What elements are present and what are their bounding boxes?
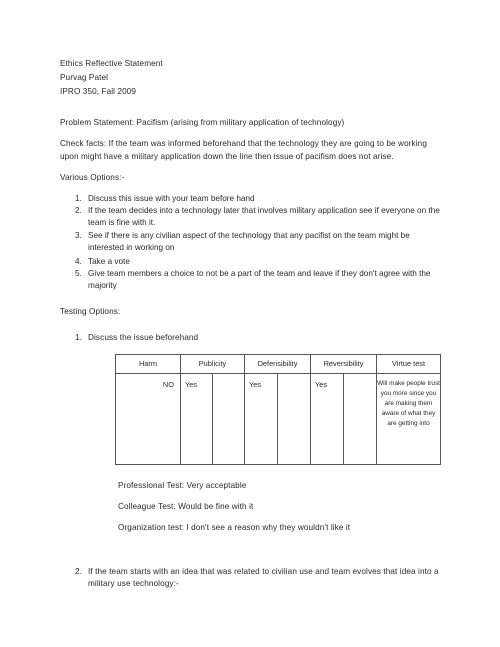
check-facts-line-1: Check facts: If the team was informed beforehand that the technology they are going to be working <box>60 139 427 148</box>
cell-defensibility: Yes <box>245 374 278 465</box>
author-name: Purvag Patel <box>60 73 109 82</box>
header-defensibility: Defensibility <box>245 355 311 374</box>
list-item-text: If the team starts with an idea that was related to civilian use and team evolves that idea into a military use technology:- <box>88 567 439 588</box>
document-title: Ethics Reflective Statement <box>60 59 163 68</box>
check-facts-line-2: upon might have a military application down the line then issue of pacifism does not arise. <box>60 152 394 161</box>
list-item-number: 1. <box>75 333 83 342</box>
list-item-text: Give team members a choice to not be a part of the team and leave if they don't agree with the majority <box>88 269 431 290</box>
list-item-number: 2. <box>75 206 82 215</box>
course-info: IPRO 350, Fall 2009 <box>60 87 137 96</box>
list-item-text: Take a vote <box>88 257 130 266</box>
cell-empty <box>344 374 377 465</box>
ethics-test-table <box>115 354 441 465</box>
table-row <box>116 374 441 465</box>
table-header-row <box>116 355 441 374</box>
various-options-heading: Various Options:- <box>60 173 125 182</box>
cell-virtue-test: Will make people trust you more since you are making them aware of what they are getting into <box>377 374 441 465</box>
organization-test: Organization test: I don't see a reason why they wouldn't like it <box>118 523 351 532</box>
list-item-number: 4. <box>75 257 82 266</box>
list-item-text: Discuss the issue beforehand <box>88 333 199 342</box>
cell-empty <box>278 374 311 465</box>
header-reversibility: Reversibility <box>311 355 377 374</box>
cell-empty <box>213 374 245 465</box>
list-item-text: Discuss this issue with your team before hand <box>88 194 255 203</box>
cell-harm: NO <box>116 374 181 465</box>
colleague-test: Colleague Test: Would be fine with it <box>118 502 254 511</box>
testing-options-heading: Testing Options: <box>60 307 121 316</box>
problem-statement: Problem Statement: Pacifism (arising from military application of technology) <box>60 118 345 127</box>
list-item-number: 3. <box>75 231 82 240</box>
header-virtue-test: Virtue test <box>377 355 441 374</box>
cell-reversibility: Yes <box>311 374 344 465</box>
list-item-number: 2. <box>75 567 83 576</box>
cell-publicity: Yes <box>181 374 213 465</box>
header-publicity: Publicity <box>181 355 245 374</box>
professional-test: Professional Test: Very acceptable <box>118 481 247 490</box>
list-item-text: See if there is any civilian aspect of the technology that any pacifist on the team might be interested in working on <box>88 231 410 252</box>
list-item-number: 5. <box>75 269 82 278</box>
list-item-text: If the team decides into a technology later that involves military application see if everyone on the team is fine with it. <box>88 206 440 227</box>
list-item-number: 1. <box>75 194 82 203</box>
header-harm: Harm <box>116 355 181 374</box>
